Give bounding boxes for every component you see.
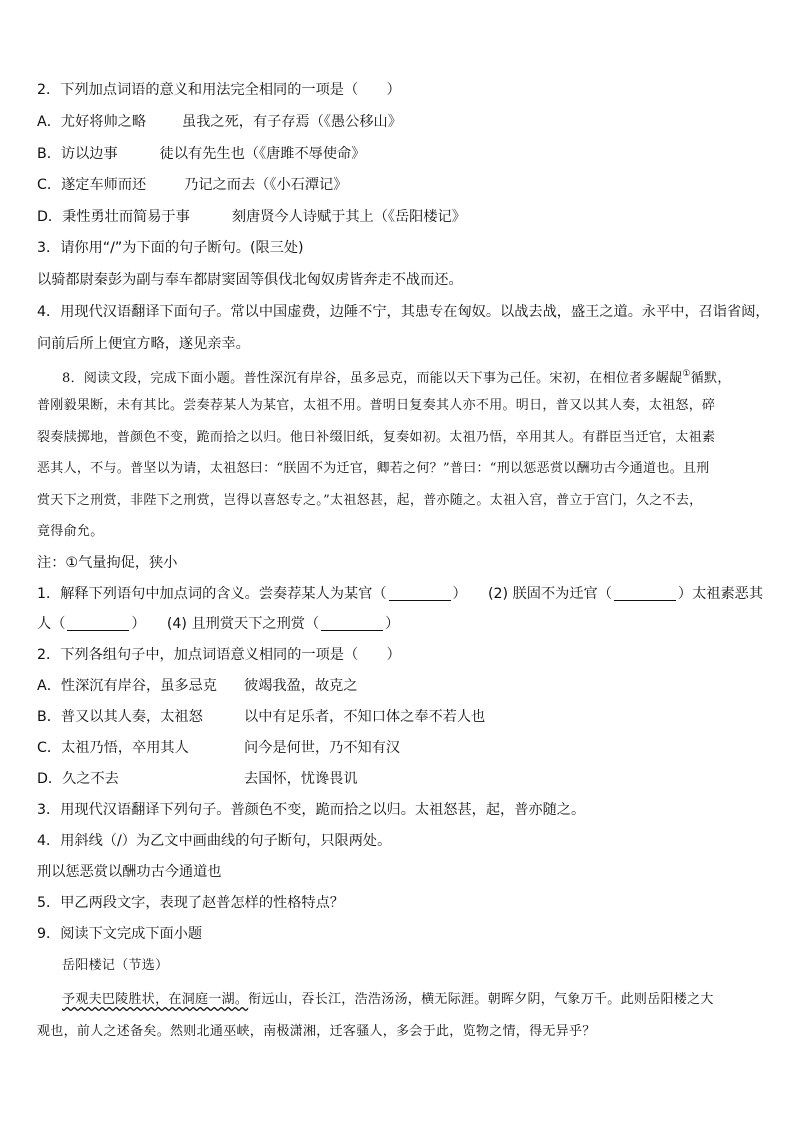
option-left: A．尤好将帅之略 (37, 114, 147, 130)
section-8-line4: 恶其人，不与。普坚以为请，太祖怒曰：“朕固不为迁官，卿若之何？”普曰：“刑以惩恶赏以酬功古今通道也。且刑 (37, 461, 710, 476)
question-4a-line2: 问前后所上便宜方略，遂见亲幸。 (37, 336, 250, 352)
wavy-underlined-sentence: 予观夫巴陵胜状，在洞庭一湖。 (62, 992, 249, 1007)
footnote-marker: ① (682, 369, 691, 379)
answer-blank[interactable] (321, 616, 383, 631)
option-left: B．访以边事 (37, 146, 118, 162)
section-9-stem: 9．阅读下文完成下面小题 (37, 926, 203, 942)
section-8-line6: 竟得俞允。 (37, 524, 104, 539)
question-8-1-line1: 1．解释下列语句中加点词的含义。尝奏荐某人为某官（ ） (2) 朕固不为迁官（ ）太祖素恶其 (37, 586, 764, 602)
question-8-3: 3．用现代汉语翻译下列句子。普颜色不变，跪而拾之以归。太祖怒甚，起，普亦随之。 (37, 802, 586, 818)
section-8-line1: 8．阅读文段，完成下面小题。普性深沉有岸谷，虽多忌克，而能以天下事为己任。宋初，在相位者多龌龊①循默， (62, 369, 731, 386)
option-left: D．秉性勇壮而简易于事 (37, 209, 190, 225)
question-8-2-option-c: C．太祖乃悟，卒用其人 问今是何世，乃不知有汉 (37, 740, 401, 756)
option-left: C．遂定车师而还 (37, 177, 147, 193)
question-8-2-option-b: B．普又以其人奏，太祖怒 以中有足乐者，不知口体之奉不若人也 (37, 709, 486, 725)
option-right: 徒以有先生也（《唐雎不辱使命》 (159, 146, 366, 162)
question-3a-sentence: 以骑都尉秦彭为副与奉车都尉窦固等俱伐北匈奴虏皆奔走不战而还。 (37, 272, 463, 288)
question-8-4-sentence: 刑以惩恶赏以酬功古今通道也 (37, 864, 222, 880)
question-2a-option-b (37, 144, 365, 164)
question-4a-line1: 4．用现代汉语翻译下面句子。常以中国虚费，边陲不宁，其患专在匈奴。以战去战，盛王之道。永平中，召诣省闼， (37, 304, 770, 320)
option-right: 虽我之死，有子存焉（《愚公移山》 (182, 114, 402, 130)
question-8-4-stem: 4．用斜线（/）为乙文中画曲线的句子断句，只限两处。 (37, 833, 392, 849)
option-right: 乃记之而去（《小石潭记》 (184, 177, 348, 193)
option-right: 刻唐贤今人诗赋于其上（《岳阳楼记》 (231, 209, 466, 225)
question-8-1-line2: 人（ ） (4) 且刑赏天下之刑赏（ ） (37, 616, 400, 632)
section-8-line3: 裂奏牍掷地，普颜色不变，跪而拾之以归。他日补缀旧纸，复奏如初。太祖乃悟，卒用其人。有群臣当迁官，太祖素 (37, 430, 716, 445)
question-8-2-option-a: A．性深沉有岸谷，虽多忌克 彼竭我盈，故克之 (37, 678, 358, 694)
answer-blank[interactable] (614, 586, 676, 601)
passage-line2: 观也，前人之述备矣。然则北通巫峡，南极潇湘，迁客骚人，多会于此，览物之情，得无异乎？ (37, 1024, 596, 1039)
question-2a-stem: 2．下列加点词语的意义和用法完全相同的一项是（ ） (37, 82, 401, 98)
section-8-line2: 普刚毅果断，未有其比。尝奏荐某人为某官，太祖不用。普明日复奏其人亦不用。明日，普又以其人奏，太祖怒，碎 (37, 398, 716, 413)
question-2a-option-a (37, 112, 402, 132)
passage-title: 岳阳楼记（节选） (62, 958, 169, 973)
question-3a-stem: 3．请你用“/”为下面的句子断句。(限三处) (37, 240, 304, 256)
footnote: 注：①气量拘促，狭小 (37, 555, 178, 571)
question-2a-option-d (37, 207, 466, 227)
question-8-2-stem: 2．下列各组句子中，加点词语意义相同的一项是（ ） (37, 647, 401, 663)
question-8-2-option-d: D．久之不去 去国怀，忧谗畏讥 (37, 771, 358, 787)
question-8-5: 5．甲乙两段文字，表现了赵普怎样的性格特点？ (37, 895, 344, 911)
answer-blank[interactable] (389, 586, 451, 601)
question-2a-option-c (37, 175, 347, 195)
passage-line1: 予观夫巴陵胜状，在洞庭一湖。衔远山，吞长江，浩浩汤汤，横无际涯。朝晖夕阴，气象万千。此则岳阳楼之大 (62, 992, 714, 1007)
section-8-line5: 赏天下之刑赏，非陛下之刑赏，岂得以喜怒专之。”太祖怒甚，起，普亦随之。太祖入宫，普立于宫门，久之不去， (37, 493, 703, 508)
answer-blank[interactable] (67, 616, 129, 631)
